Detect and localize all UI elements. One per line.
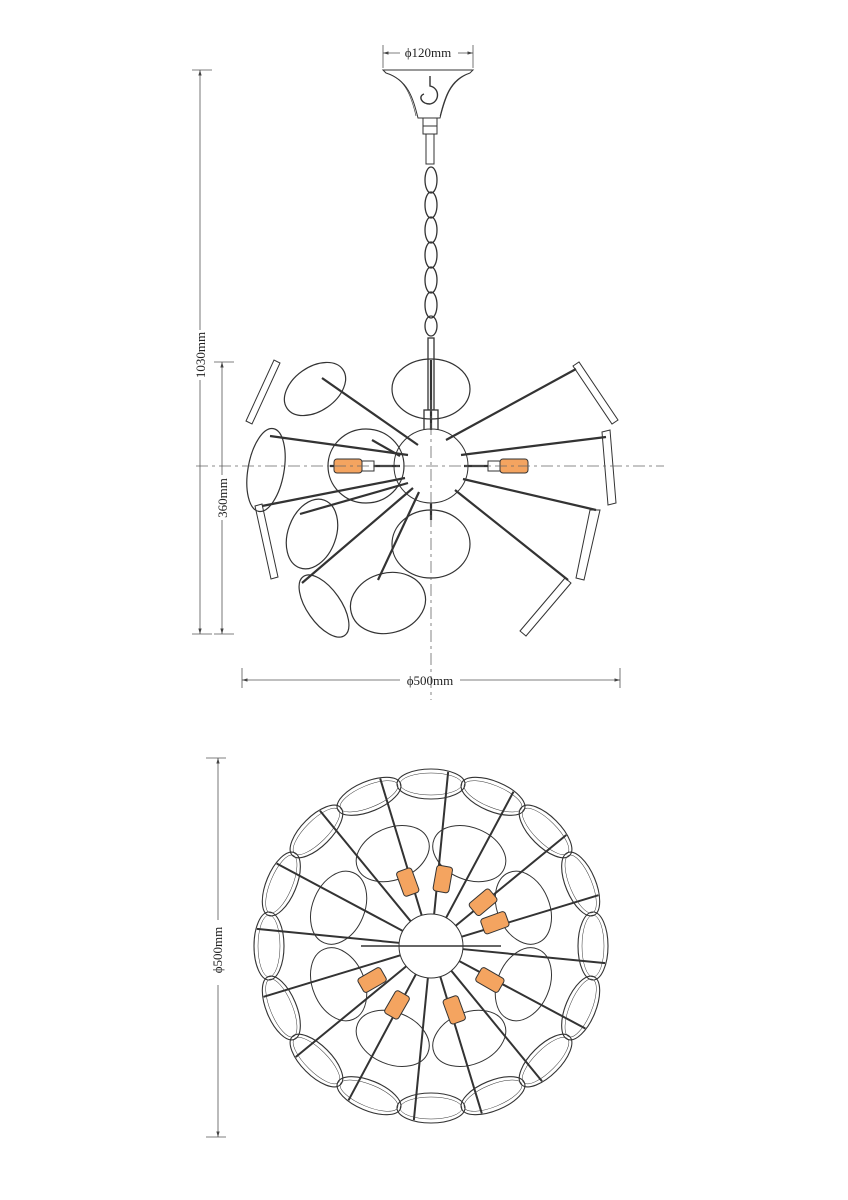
top-view	[254, 769, 608, 1123]
rod	[457, 960, 585, 1028]
outer-disc	[511, 797, 580, 866]
bulb	[396, 867, 420, 897]
rod	[277, 864, 405, 932]
rod	[461, 949, 605, 963]
total-height-label: 1030mm	[193, 331, 208, 379]
rod	[257, 929, 401, 943]
rod	[380, 779, 422, 918]
outer-disc	[397, 769, 465, 799]
outer-disc	[282, 797, 351, 866]
bulb	[433, 865, 453, 893]
outer-disc-inner	[582, 915, 604, 977]
outer-disc-inner	[400, 1097, 462, 1119]
inner-disc	[348, 815, 438, 892]
outer-disc	[578, 912, 608, 980]
rod	[414, 976, 428, 1120]
outer-disc-inner	[400, 773, 462, 795]
ceiling-canopy	[383, 70, 473, 164]
outer-disc	[254, 912, 284, 980]
rod	[440, 975, 482, 1114]
outer-disc-inner	[258, 915, 280, 977]
bulb	[480, 911, 510, 935]
outer-disc	[282, 1026, 351, 1095]
outer-disc	[511, 1026, 580, 1095]
outer-disc	[397, 1093, 465, 1123]
inner-disc	[424, 1000, 514, 1077]
top-diameter-label: ϕ500mm	[210, 926, 225, 974]
rod	[349, 972, 417, 1100]
bulb	[442, 995, 466, 1025]
inner-disc	[485, 863, 562, 953]
canopy-diameter-label: ϕ120mm	[404, 45, 452, 60]
side-view	[241, 70, 618, 645]
side-diameter-label: ϕ500mm	[406, 673, 454, 688]
body-height-label: 360mm	[215, 478, 230, 518]
rod	[434, 772, 448, 916]
